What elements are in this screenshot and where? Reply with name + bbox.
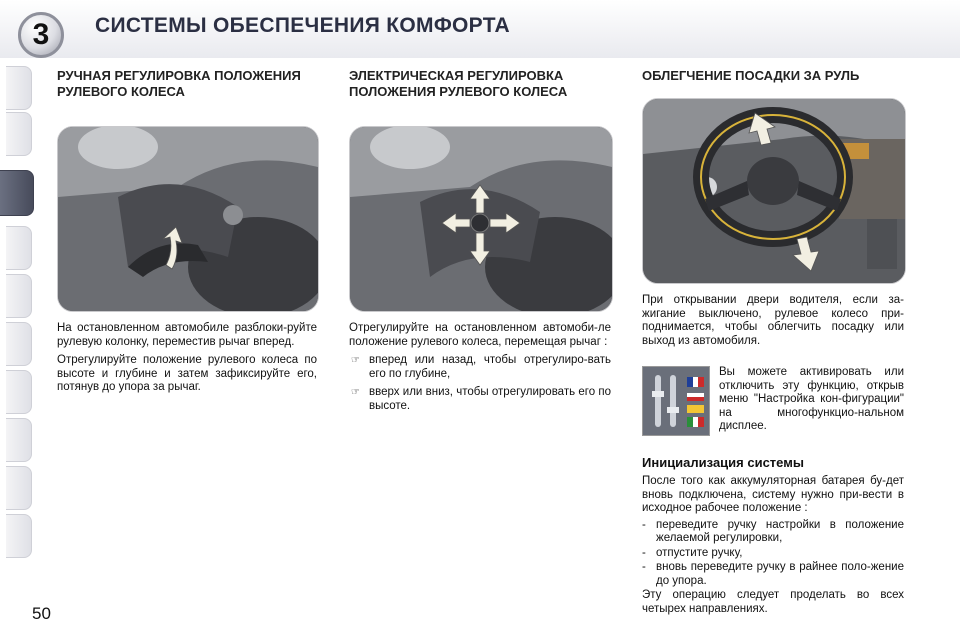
chapter-tab[interactable] <box>6 370 32 414</box>
paragraph: Вы можете активировать или отключить эту функцию, открыв меню "Настройка кон-фигурации" на многофункцио-нальном дисплее. <box>719 366 904 432</box>
electric-lever-photo <box>349 126 613 312</box>
init-text <box>642 475 904 621</box>
electric-adjust-heading: ЭЛЕКТРИЧЕСКАЯ РЕГУЛИРОВКА ПОЛОЖЕНИЯ РУЛЕВОГО КОЛЕСА <box>349 68 568 99</box>
hand-pointer-icon: ☞ <box>351 387 360 398</box>
paragraph: На остановленном автомобиле разблоки-руйте рулевую колонку, переместив рычаг вперед. <box>57 322 317 348</box>
list-item: - вновь переведите ручку в райнее поло-жение до упора. <box>642 561 904 587</box>
chapter-tab[interactable] <box>6 274 32 318</box>
paragraph: Отрегулируйте положение рулевого колеса по высоте и глубине и затем зафиксируйте его, потянув до упора за рычаг. <box>57 354 317 393</box>
paragraph: При открывании двери водителя, если за-жигание выключено, рулевое колесо при-поднимается, чтобы облегчить посадку или выход из автомобиля. <box>642 294 904 347</box>
manual-adjust-text <box>57 322 317 400</box>
config-menu-icon <box>642 366 710 436</box>
list-item: ☞ вперед или назад, чтобы отрегулиро-вать его по глубине, <box>351 354 611 380</box>
chapter-tab-active[interactable] <box>0 170 34 216</box>
chapter-tab[interactable] <box>6 466 32 510</box>
chapter-tab[interactable] <box>6 418 32 462</box>
hand-pointer-icon: ☞ <box>351 355 360 366</box>
paragraph: Эту операцию следует проделать во всех четырех направлениях. <box>642 589 904 615</box>
list-item: - переведите ручку настройки в положение желаемой регулировки, <box>642 518 904 544</box>
chapter-tab[interactable] <box>6 226 32 270</box>
chapter-tab[interactable] <box>6 112 32 156</box>
steering-wheel-photo <box>642 98 906 284</box>
chapter-tab[interactable] <box>6 514 32 558</box>
config-menu-text <box>719 366 904 439</box>
manual-adjust-heading: РУЧНАЯ РЕГУЛИРОВКА ПОЛОЖЕНИЯ РУЛЕВОГО КОЛЕСА <box>57 68 301 99</box>
bullet-list <box>349 354 611 413</box>
init-subheading: Инициализация системы <box>642 455 804 470</box>
chapter-tabs <box>0 66 34 576</box>
paragraph: После того как аккумуляторная батарея бу-дет вновь подключена, систему нужно при-вести в исходное рабочее положение : <box>642 475 904 514</box>
easy-entry-heading: ОБЛЕГЧЕНИЕ ПОСАДКИ ЗА РУЛЬ <box>642 68 860 83</box>
page-title: СИСТЕМЫ ОБЕСПЕЧЕНИЯ КОМФОРТА <box>95 14 510 37</box>
page-number: 50 <box>32 604 51 623</box>
header-band <box>0 0 960 58</box>
electric-adjust-text <box>349 322 611 418</box>
chapter-tab[interactable] <box>6 322 32 366</box>
chapter-tab[interactable] <box>6 66 32 110</box>
list-item: - отпустите ручку, <box>642 546 743 559</box>
list-item: ☞ вверх или вниз, чтобы отрегулировать его по высоте. <box>351 386 611 412</box>
chapter-badge: 3 <box>18 12 64 58</box>
easy-entry-intro <box>642 294 904 353</box>
dash-list <box>642 519 904 589</box>
manual-lever-photo <box>57 126 319 312</box>
paragraph: Отрегулируйте на остановленном автомоби-ле положение рулевого колеса, перемещая рычаг : <box>349 322 611 348</box>
